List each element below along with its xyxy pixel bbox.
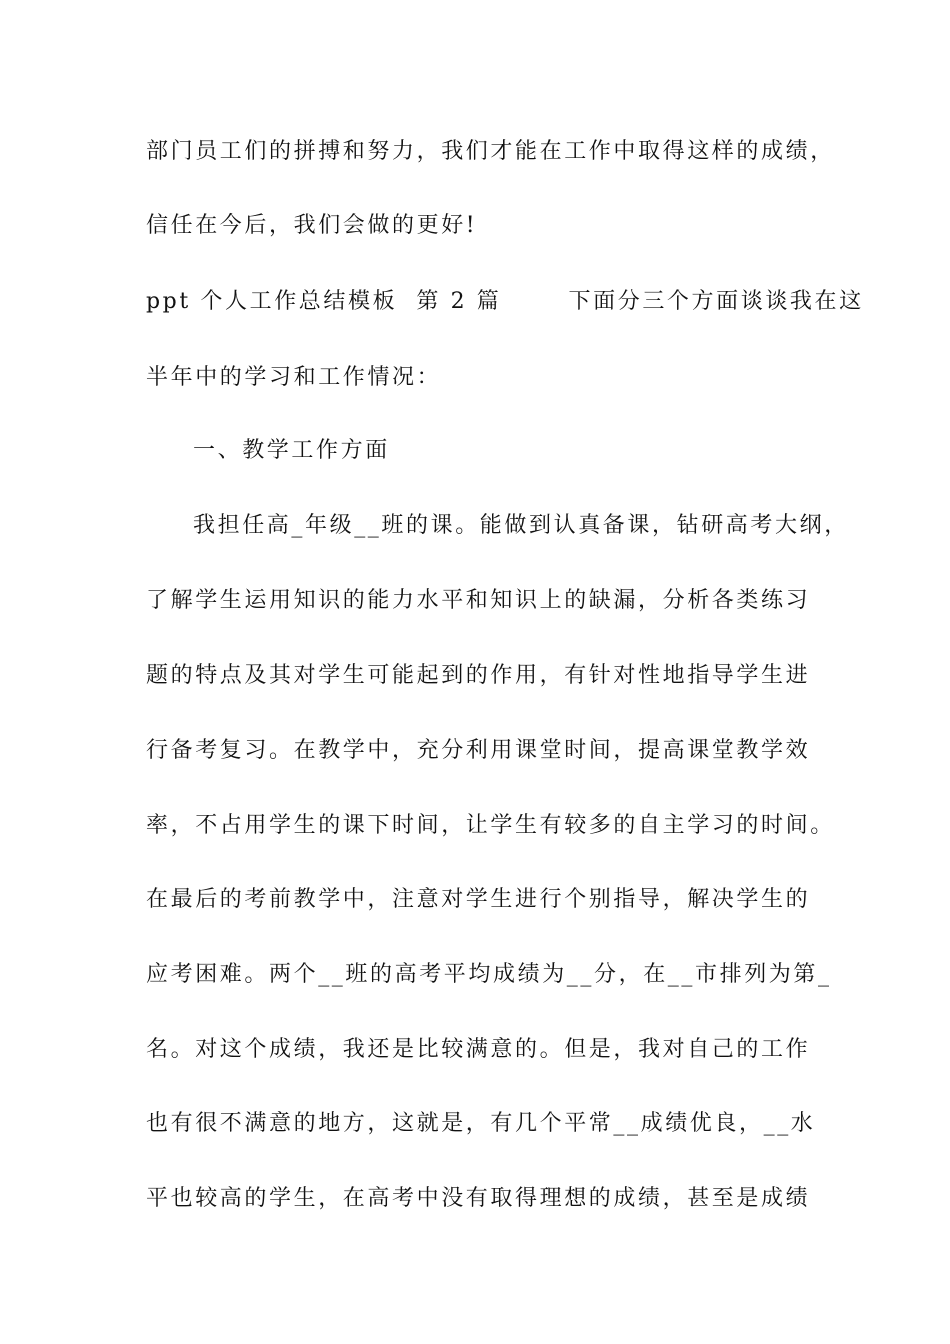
text-line: 了解学生运用知识的能力水平和知识上的缺漏，分析各类练习 [146,588,811,613]
text-line: 行备考复习。在教学中，充分利用课堂时间，提高课堂教学效 [146,738,811,763]
text-line: 也有很不满意的地方，这就是，有几个平常__成绩优良，__水 [146,1111,816,1136]
paragraph-first-line: 我担任高_年级__班的课。能做到认真备课，钻研高考大纲， [193,513,849,538]
text-line: 率，不占用学生的课下时间，让学生有较多的自主学习的时间。 [146,813,835,838]
text-line: 部门员工们的拼搏和努力，我们才能在工作中取得这样的成绩， [146,139,835,164]
text-line: 名。对这个成绩，我还是比较满意的。但是，我对自己的工作 [146,1037,811,1062]
text-line: 应考困难。两个__班的高考平均成绩为__分，在__市排列为第_ [146,962,832,987]
section-heading-line: ppt 个人工作总结模板 第 2 篇 下面分三个方面谈谈我在这 [146,289,864,314]
text-line: 半年中的学习和工作情况： [146,365,442,390]
text-line: 在最后的考前教学中，注意对学生进行个别指导，解决学生的 [146,887,811,912]
text-line: 题的特点及其对学生可能起到的作用，有针对性地指导学生进 [146,663,811,688]
text-line: 信任在今后，我们会做的更好! [146,213,478,238]
subsection-heading: 一、教学工作方面 [193,438,390,463]
text-line: 平也较高的学生，在高考中没有取得理想的成绩，甚至是成绩 [146,1186,811,1211]
